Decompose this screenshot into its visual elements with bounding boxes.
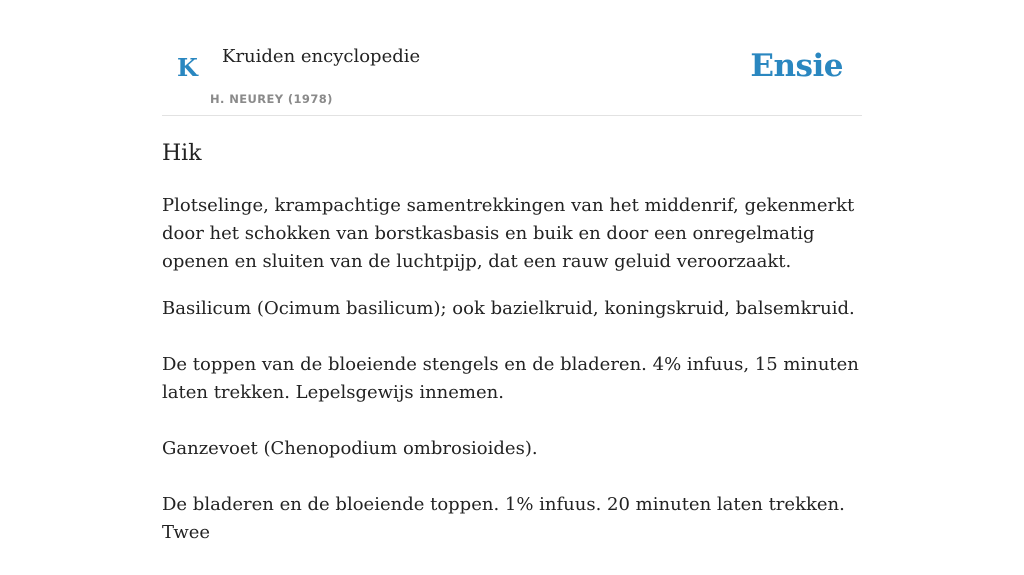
ensie-logo[interactable]: Ensie	[750, 48, 843, 84]
book-title-link[interactable]: Kruiden encyclopedie	[222, 46, 421, 67]
header	[162, 0, 862, 116]
entry-definition: Plotselinge, krampachtige samentrekkingen van het middenrif, gekenmerkt door het schokken van borstkasbasis en buik en door een onregelmatig openen en sluiten van de luchtpijp, dat een rauw geluid veroorzaakt.	[162, 195, 855, 272]
book-logo[interactable]: K	[177, 53, 198, 82]
entry-paragraph: De bladeren en de bloeiende toppen. 1% infuus. 20 minuten laten trekken. Twee	[162, 494, 845, 543]
page-container	[162, 0, 862, 543]
entry-paragraph: Basilicum (Ocimum basilicum); ook bazielkruid, koningskruid, balsemkruid.	[162, 298, 855, 319]
entry-paragraph: De toppen van de bloeiende stengels en de bladeren. 4% infuus, 15 minuten laten trekken. Lepelsgewijs innemen.	[162, 354, 859, 403]
entry-title: Hik	[162, 141, 202, 166]
entry-content	[162, 192, 862, 575]
book-author: H. NEUREY (1978)	[210, 92, 333, 106]
entry-paragraph: Ganzevoet (Chenopodium ombrosioides).	[162, 438, 538, 459]
